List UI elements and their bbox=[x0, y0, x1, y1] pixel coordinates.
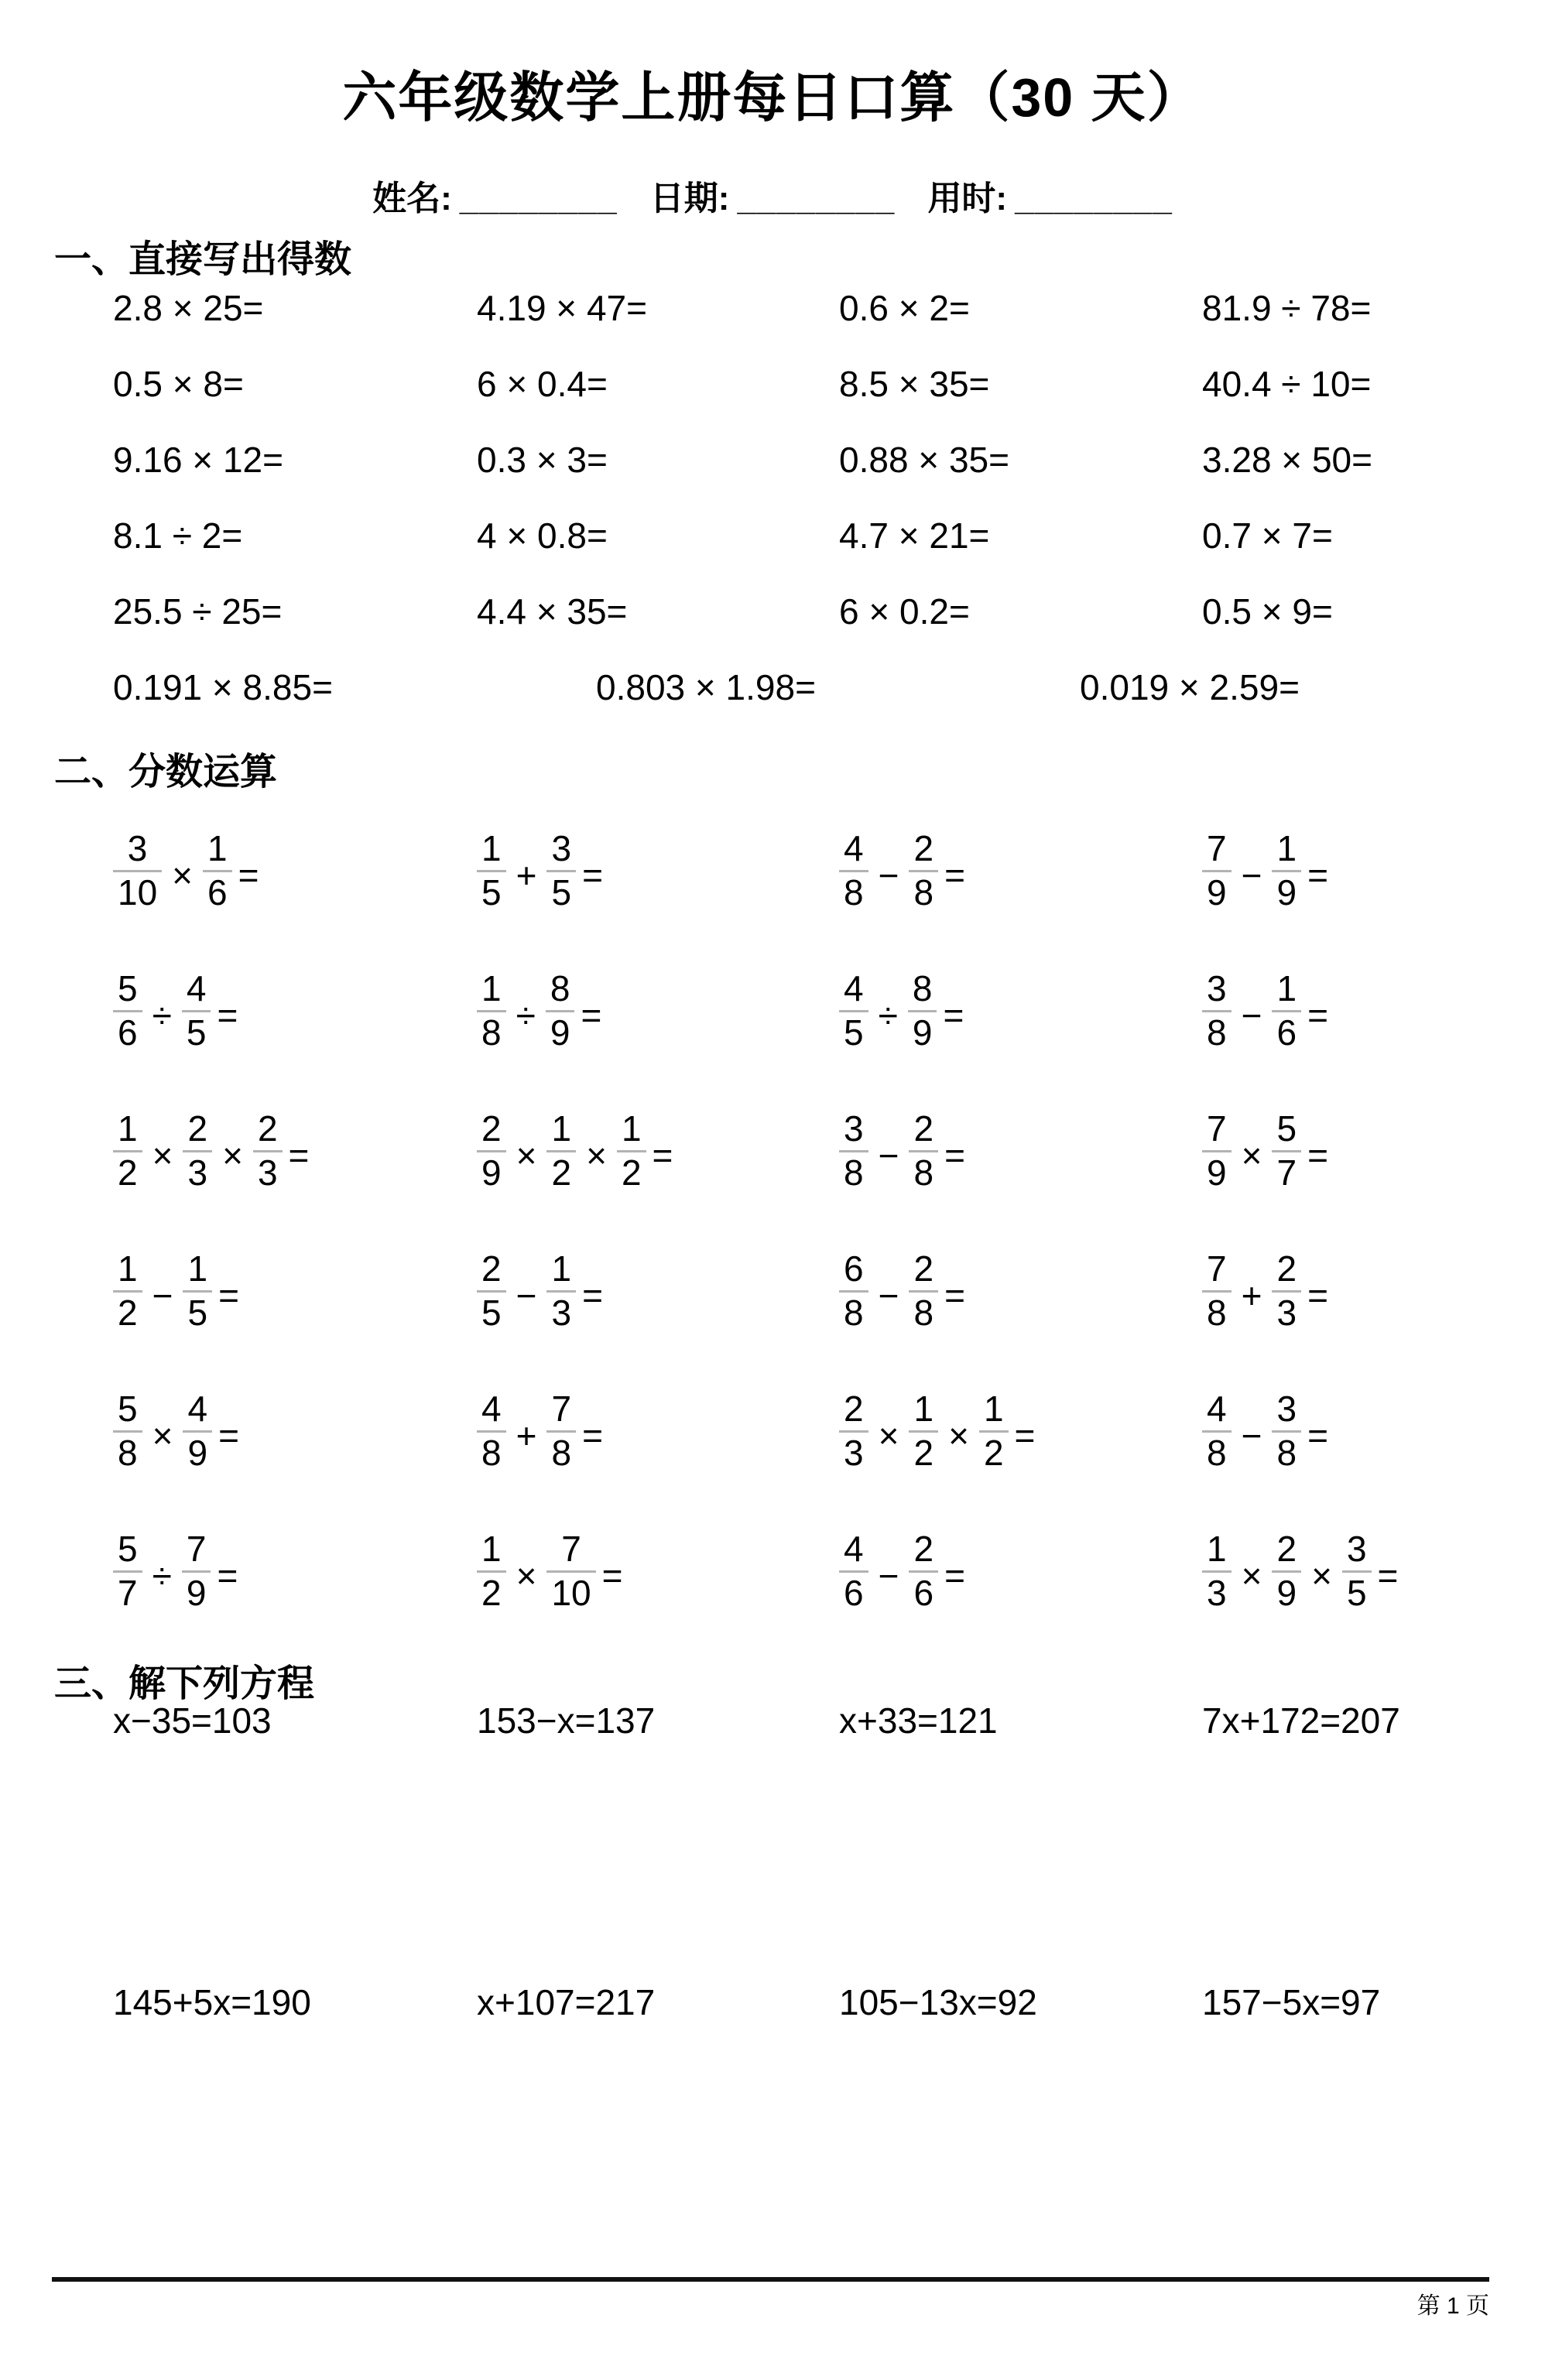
fraction-problem bbox=[839, 1248, 1202, 1333]
fraction bbox=[908, 968, 937, 1053]
name-label: 姓名: bbox=[372, 180, 452, 217]
fraction-numerator: 2 bbox=[1276, 1248, 1297, 1289]
problem-row bbox=[113, 516, 1545, 592]
problem-row bbox=[113, 592, 1545, 668]
section1-heading: 一、直接写出得数 bbox=[54, 239, 352, 280]
equation: 153−x=137 bbox=[477, 1700, 656, 1741]
page-title: 六年级数学上册每日口算（30 天） bbox=[342, 67, 1203, 128]
fraction-numerator: 4 bbox=[481, 1389, 502, 1429]
operator: − bbox=[1241, 1416, 1262, 1457]
fraction-denominator: 2 bbox=[983, 1432, 1004, 1473]
problem-expression: 0.803 × 1.98= bbox=[596, 667, 816, 707]
equation: 7x+172=207 bbox=[1202, 1700, 1400, 1741]
fraction-denominator: 9 bbox=[481, 1152, 502, 1193]
fraction bbox=[1272, 1248, 1301, 1333]
fraction-denominator: 9 bbox=[1207, 872, 1227, 913]
problem-expression: 0.019 × 2.59= bbox=[1080, 667, 1300, 707]
operator: = bbox=[218, 1276, 239, 1317]
fraction bbox=[909, 1108, 938, 1193]
fraction bbox=[113, 830, 162, 912]
operator: × bbox=[516, 1556, 537, 1597]
fraction-numerator: 2 bbox=[913, 1248, 934, 1289]
fraction-numerator: 1 bbox=[118, 1108, 138, 1149]
operator: − bbox=[516, 1276, 537, 1317]
fraction bbox=[546, 830, 576, 912]
operator: × bbox=[516, 1135, 537, 1176]
problem-expression: 0.88 × 35= bbox=[839, 440, 1009, 480]
fraction-denominator: 5 bbox=[187, 1292, 208, 1333]
fraction bbox=[839, 1531, 868, 1612]
problem-expression: 6 × 0.2= bbox=[839, 591, 970, 632]
page-number: 第 1 页 bbox=[1417, 2293, 1489, 2319]
operator: + bbox=[516, 855, 537, 896]
operator: ÷ bbox=[152, 1556, 172, 1597]
fraction-numerator: 1 bbox=[913, 1389, 934, 1429]
fraction-numerator: 1 bbox=[1207, 1529, 1227, 1569]
section3-heading: 三、解下列方程 bbox=[54, 1663, 315, 1704]
fraction bbox=[183, 1248, 212, 1333]
fraction-numerator: 7 bbox=[1207, 1248, 1227, 1289]
fraction-denominator: 6 bbox=[118, 1012, 138, 1053]
fraction-denominator: 3 bbox=[1276, 1292, 1297, 1333]
operator: = bbox=[218, 1416, 239, 1457]
fraction-numerator: 1 bbox=[551, 1248, 572, 1289]
fraction bbox=[477, 1391, 506, 1472]
fraction-numerator: 3 bbox=[1276, 1389, 1297, 1429]
equation: x+33=121 bbox=[839, 1700, 998, 1741]
fraction-denominator: 10 bbox=[551, 1572, 591, 1613]
equation: x+107=217 bbox=[477, 1982, 656, 2022]
operator: × bbox=[878, 1416, 899, 1457]
fraction-problem bbox=[839, 968, 1202, 1053]
operator: × bbox=[172, 855, 194, 896]
fraction bbox=[617, 1108, 646, 1193]
operator: = bbox=[652, 1135, 673, 1176]
fraction bbox=[546, 1531, 595, 1612]
fraction-numerator: 5 bbox=[118, 1529, 138, 1569]
fraction-problem bbox=[113, 830, 477, 912]
operator: = bbox=[944, 1556, 965, 1597]
fraction-denominator: 9 bbox=[912, 1012, 933, 1053]
meta-line bbox=[0, 170, 1545, 220]
section2-problems bbox=[113, 824, 1545, 1665]
fraction-problem bbox=[1202, 830, 1545, 912]
operator: = bbox=[582, 855, 603, 896]
operator: ÷ bbox=[152, 995, 172, 1036]
operator: − bbox=[878, 1556, 899, 1597]
operator: = bbox=[944, 1135, 965, 1176]
fraction-denominator: 2 bbox=[481, 1572, 502, 1613]
fraction-numerator: 2 bbox=[187, 1108, 208, 1149]
fraction-denominator: 9 bbox=[1276, 1572, 1297, 1613]
fraction-numerator: 8 bbox=[550, 968, 570, 1009]
operator: × bbox=[586, 1135, 607, 1176]
fraction-denominator: 8 bbox=[913, 872, 934, 913]
operator: = bbox=[581, 995, 602, 1036]
fraction-denominator: 8 bbox=[1207, 1292, 1227, 1333]
fraction bbox=[1272, 1531, 1301, 1612]
fraction-problem bbox=[477, 968, 839, 1053]
fraction bbox=[909, 830, 938, 912]
section2-heading: 二、分数运算 bbox=[54, 752, 278, 793]
fraction bbox=[113, 1108, 142, 1193]
fraction bbox=[113, 1531, 142, 1612]
equation: x−35=103 bbox=[113, 1700, 272, 1741]
fraction-denominator: 9 bbox=[550, 1012, 570, 1053]
fraction bbox=[909, 1531, 938, 1612]
fraction bbox=[1272, 830, 1301, 912]
fraction-denominator: 3 bbox=[187, 1152, 208, 1193]
fraction bbox=[253, 1108, 283, 1193]
fraction-denominator: 6 bbox=[844, 1572, 864, 1613]
problem-expression: 9.16 × 12= bbox=[113, 440, 283, 480]
fraction-numerator: 8 bbox=[912, 968, 933, 1009]
fraction bbox=[546, 968, 575, 1053]
fraction-numerator: 3 bbox=[1346, 1529, 1367, 1569]
operator: − bbox=[878, 1276, 899, 1317]
operator: = bbox=[1307, 1276, 1328, 1317]
operator: = bbox=[943, 995, 964, 1036]
equation: 145+5x=190 bbox=[113, 1982, 311, 2022]
fraction-row bbox=[113, 824, 1545, 964]
fraction-problem bbox=[839, 1108, 1202, 1193]
fraction-numerator: 4 bbox=[186, 968, 207, 1009]
section1-problems bbox=[113, 289, 1545, 744]
operator: = bbox=[1307, 995, 1328, 1036]
operator: + bbox=[516, 1416, 537, 1457]
fraction bbox=[546, 1108, 576, 1193]
problem-expression: 40.4 ÷ 10= bbox=[1202, 364, 1372, 404]
fraction-numerator: 5 bbox=[1276, 1108, 1297, 1149]
fraction-numerator: 2 bbox=[481, 1108, 502, 1149]
fraction-row bbox=[113, 1525, 1545, 1665]
fraction-problem bbox=[1202, 1108, 1545, 1193]
fraction-numerator: 4 bbox=[844, 968, 864, 1009]
fraction-problem bbox=[113, 1391, 477, 1472]
operator: × bbox=[152, 1135, 173, 1176]
fraction-denominator: 2 bbox=[913, 1432, 934, 1473]
fraction-denominator: 5 bbox=[1346, 1572, 1367, 1613]
fraction bbox=[839, 968, 868, 1053]
problem-row bbox=[113, 440, 1545, 516]
operator: = bbox=[1307, 1135, 1328, 1176]
operator: = bbox=[1307, 855, 1328, 896]
fraction-denominator: 10 bbox=[118, 872, 158, 913]
fraction-denominator: 9 bbox=[187, 1432, 208, 1473]
operator: × bbox=[152, 1416, 173, 1457]
fraction-denominator: 6 bbox=[207, 872, 228, 913]
operator: ÷ bbox=[878, 995, 898, 1036]
problem-expression: 0.5 × 9= bbox=[1202, 591, 1333, 632]
fraction-numerator: 2 bbox=[844, 1389, 864, 1429]
fraction-denominator: 2 bbox=[621, 1152, 642, 1193]
fraction-numerator: 7 bbox=[186, 1529, 207, 1569]
fraction-denominator: 8 bbox=[1276, 1432, 1297, 1473]
operator: − bbox=[152, 1276, 173, 1317]
problem-expression: 0.3 × 3= bbox=[477, 440, 608, 480]
problem-expression: 8.5 × 35= bbox=[839, 364, 990, 404]
fraction-numerator: 5 bbox=[118, 1389, 138, 1429]
operator: = bbox=[217, 995, 238, 1036]
fraction-problem bbox=[839, 1531, 1202, 1612]
fraction-denominator: 6 bbox=[1276, 1012, 1297, 1053]
fraction-numerator: 7 bbox=[1207, 1108, 1227, 1149]
fraction-numerator: 3 bbox=[127, 828, 148, 868]
problem-expression: 4 × 0.8= bbox=[477, 515, 608, 556]
fraction-denominator: 8 bbox=[1207, 1432, 1227, 1473]
fraction bbox=[839, 830, 868, 912]
fraction-numerator: 4 bbox=[187, 1389, 208, 1429]
fraction-denominator: 7 bbox=[118, 1572, 138, 1613]
equation: 105−13x=92 bbox=[839, 1982, 1037, 2022]
fraction-denominator: 9 bbox=[186, 1572, 207, 1613]
fraction bbox=[183, 1108, 212, 1193]
fraction-denominator: 8 bbox=[118, 1432, 138, 1473]
fraction-numerator: 5 bbox=[118, 968, 138, 1009]
fraction-denominator: 8 bbox=[913, 1152, 934, 1193]
fraction bbox=[1272, 968, 1301, 1053]
fraction-numerator: 3 bbox=[1207, 968, 1227, 1009]
fraction bbox=[979, 1391, 1009, 1472]
fraction bbox=[1202, 1531, 1232, 1612]
fraction-problem bbox=[839, 830, 1202, 912]
fraction bbox=[113, 1248, 142, 1333]
fraction-denominator: 2 bbox=[118, 1292, 138, 1333]
operator: = bbox=[1307, 1416, 1328, 1457]
operator: × bbox=[1311, 1556, 1332, 1597]
time-label: 用时: bbox=[927, 180, 1008, 217]
fraction-row bbox=[113, 1385, 1545, 1525]
fraction bbox=[1202, 1248, 1232, 1333]
fraction bbox=[477, 1248, 506, 1333]
fraction-problem bbox=[1202, 1391, 1545, 1472]
operator: = bbox=[601, 1556, 623, 1597]
operator: × bbox=[1241, 1135, 1262, 1176]
fraction-denominator: 8 bbox=[481, 1012, 502, 1053]
fraction-problem bbox=[113, 1531, 477, 1612]
fraction-denominator: 3 bbox=[1207, 1572, 1227, 1613]
operator: = bbox=[582, 1416, 603, 1457]
fraction-denominator: 5 bbox=[481, 872, 502, 913]
fraction-denominator: 2 bbox=[551, 1152, 572, 1193]
fraction bbox=[182, 1531, 211, 1612]
date-field bbox=[650, 180, 895, 217]
fraction-problem bbox=[477, 1531, 839, 1612]
fraction-numerator: 2 bbox=[257, 1108, 278, 1149]
fraction-numerator: 2 bbox=[481, 1248, 502, 1289]
fraction bbox=[839, 1391, 868, 1472]
fraction-denominator: 3 bbox=[844, 1432, 864, 1473]
fraction bbox=[1342, 1531, 1372, 1612]
fraction-problem bbox=[1202, 1531, 1545, 1612]
fraction bbox=[909, 1391, 938, 1472]
equation-row bbox=[113, 1701, 1545, 1741]
fraction-denominator: 3 bbox=[551, 1292, 572, 1333]
problem-expression: 3.28 × 50= bbox=[1202, 440, 1372, 480]
fraction-numerator: 4 bbox=[1207, 1389, 1227, 1429]
fraction-denominator: 5 bbox=[844, 1012, 864, 1053]
problem-row bbox=[113, 365, 1545, 440]
operator: − bbox=[878, 1135, 899, 1176]
operator: × bbox=[948, 1416, 969, 1457]
fraction-numerator: 1 bbox=[1276, 968, 1297, 1009]
fraction-denominator: 8 bbox=[551, 1432, 572, 1473]
fraction-problem bbox=[477, 830, 839, 912]
operator: − bbox=[1241, 855, 1262, 896]
fraction-problem bbox=[113, 968, 477, 1053]
time-field bbox=[927, 180, 1172, 217]
name-field bbox=[372, 180, 617, 217]
fraction-numerator: 1 bbox=[481, 968, 502, 1009]
fraction bbox=[1202, 1391, 1232, 1472]
fraction bbox=[182, 968, 211, 1053]
fraction-numerator: 4 bbox=[844, 1529, 864, 1569]
fraction-denominator: 9 bbox=[1207, 1152, 1227, 1193]
operator: ÷ bbox=[516, 995, 536, 1036]
problem-expression: 25.5 ÷ 25= bbox=[113, 591, 283, 632]
fraction-numerator: 3 bbox=[844, 1108, 864, 1149]
problem-expression: 4.7 × 21= bbox=[839, 515, 990, 556]
fraction bbox=[203, 830, 232, 912]
fraction-numerator: 4 bbox=[844, 828, 864, 868]
equation: 157−5x=97 bbox=[1202, 1982, 1381, 2022]
fraction bbox=[477, 968, 506, 1053]
fraction bbox=[183, 1391, 212, 1472]
fraction-numerator: 7 bbox=[1207, 828, 1227, 868]
fraction-row bbox=[113, 1245, 1545, 1385]
operator: = bbox=[1377, 1556, 1399, 1597]
fraction-numerator: 2 bbox=[913, 1529, 934, 1569]
fraction-numerator: 6 bbox=[844, 1248, 864, 1289]
fraction-numerator: 1 bbox=[983, 1389, 1004, 1429]
fraction-denominator: 8 bbox=[913, 1292, 934, 1333]
fraction-row bbox=[113, 964, 1545, 1104]
problem-expression: 0.7 × 7= bbox=[1202, 515, 1333, 556]
operator: − bbox=[878, 855, 899, 896]
problem-row bbox=[113, 289, 1545, 365]
fraction-denominator: 6 bbox=[913, 1572, 934, 1613]
fraction bbox=[477, 1108, 506, 1193]
time-blank: ________ bbox=[1015, 180, 1173, 217]
fraction-problem bbox=[113, 1108, 477, 1193]
problem-expression: 0.5 × 8= bbox=[113, 364, 244, 404]
fraction bbox=[113, 1391, 142, 1472]
fraction-denominator: 5 bbox=[186, 1012, 207, 1053]
fraction-denominator: 8 bbox=[1207, 1012, 1227, 1053]
fraction-numerator: 1 bbox=[621, 1108, 642, 1149]
fraction-problem bbox=[477, 1248, 839, 1333]
fraction-numerator: 2 bbox=[913, 1108, 934, 1149]
fraction bbox=[477, 1531, 506, 1612]
fraction-numerator: 2 bbox=[913, 828, 934, 868]
problem-expression: 2.8 × 25= bbox=[113, 288, 264, 328]
name-blank: ________ bbox=[459, 180, 618, 217]
problem-expression: 4.4 × 35= bbox=[477, 591, 628, 632]
fraction bbox=[1272, 1391, 1301, 1472]
footer-divider bbox=[52, 2277, 1489, 2282]
fraction-numerator: 1 bbox=[551, 1108, 572, 1149]
fraction bbox=[839, 1108, 868, 1193]
fraction bbox=[546, 1391, 576, 1472]
fraction-numerator: 1 bbox=[118, 1248, 138, 1289]
fraction bbox=[546, 1248, 576, 1333]
fraction-denominator: 3 bbox=[257, 1152, 278, 1193]
operator: × bbox=[222, 1135, 243, 1176]
fraction bbox=[909, 1248, 938, 1333]
fraction-denominator: 8 bbox=[844, 872, 864, 913]
fraction-denominator: 5 bbox=[551, 872, 572, 913]
fraction-problem bbox=[477, 1391, 839, 1472]
operator: × bbox=[1241, 1556, 1262, 1597]
fraction-numerator: 2 bbox=[1276, 1529, 1297, 1569]
fraction-numerator: 1 bbox=[187, 1248, 208, 1289]
fraction-numerator: 1 bbox=[481, 1529, 502, 1569]
fraction-numerator: 7 bbox=[561, 1529, 581, 1569]
fraction-denominator: 8 bbox=[844, 1292, 864, 1333]
operator: = bbox=[944, 855, 965, 896]
fraction-problem bbox=[477, 1108, 839, 1193]
fraction bbox=[839, 1248, 868, 1333]
fraction-denominator: 2 bbox=[118, 1152, 138, 1193]
equation-row bbox=[113, 1983, 1545, 2022]
fraction-row bbox=[113, 1104, 1545, 1245]
fraction-denominator: 9 bbox=[1276, 872, 1297, 913]
fraction-denominator: 8 bbox=[481, 1432, 502, 1473]
fraction-problem bbox=[839, 1391, 1202, 1472]
date-label: 日期: bbox=[649, 180, 730, 217]
fraction bbox=[1202, 830, 1232, 912]
fraction-numerator: 1 bbox=[481, 828, 502, 868]
problem-expression: 6 × 0.4= bbox=[477, 364, 608, 404]
operator: + bbox=[1241, 1276, 1262, 1317]
fraction-problem bbox=[113, 1248, 477, 1333]
operator: = bbox=[582, 1276, 603, 1317]
operator: = bbox=[944, 1276, 965, 1317]
date-blank: ________ bbox=[737, 180, 896, 217]
fraction-numerator: 3 bbox=[551, 828, 572, 868]
fraction-denominator: 8 bbox=[844, 1152, 864, 1193]
fraction bbox=[1272, 1108, 1301, 1193]
fraction-problem bbox=[1202, 1248, 1545, 1333]
fraction bbox=[1202, 968, 1232, 1053]
fraction bbox=[1202, 1108, 1232, 1193]
fraction-denominator: 5 bbox=[481, 1292, 502, 1333]
problem-expression: 0.6 × 2= bbox=[839, 288, 970, 328]
fraction-numerator: 7 bbox=[551, 1389, 572, 1429]
operator: = bbox=[238, 855, 259, 896]
fraction bbox=[113, 968, 142, 1053]
problem-expression: 81.9 ÷ 78= bbox=[1202, 288, 1372, 328]
problem-expression: 0.191 × 8.85= bbox=[113, 667, 333, 707]
fraction-denominator: 7 bbox=[1276, 1152, 1297, 1193]
fraction-numerator: 1 bbox=[207, 828, 228, 868]
fraction-numerator: 1 bbox=[1276, 828, 1297, 868]
fraction-problem bbox=[1202, 968, 1545, 1053]
problem-row bbox=[113, 668, 1545, 744]
problem-expression: 4.19 × 47= bbox=[477, 288, 647, 328]
operator: = bbox=[1014, 1416, 1036, 1457]
problem-expression: 8.1 ÷ 2= bbox=[113, 515, 243, 556]
operator: = bbox=[288, 1135, 310, 1176]
fraction bbox=[477, 830, 506, 912]
operator: − bbox=[1241, 995, 1262, 1036]
operator: = bbox=[217, 1556, 238, 1597]
